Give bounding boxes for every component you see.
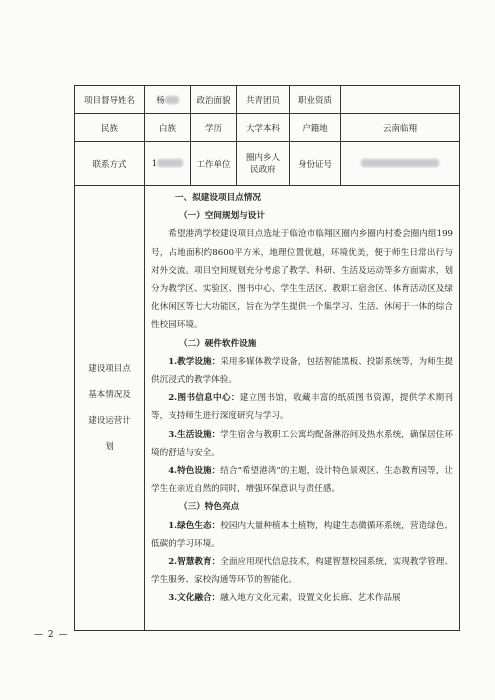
list-item: 4.特色设施：结合“希望港湾”的主题，设计特色景观区、生态教育园等，让学生在亲近自然的同时，增强环保意识与责任感。 bbox=[151, 466, 453, 495]
list-item: 1.教学设施：采用多媒体教学设备，包括智能黑板、投影系统等，为师生提供沉浸式的教学体验。 bbox=[151, 356, 453, 386]
contact-value: 1 bbox=[145, 142, 191, 186]
facilities-list bbox=[151, 353, 453, 499]
id-value bbox=[341, 142, 460, 186]
row-project bbox=[75, 186, 460, 631]
hukou-value: 云南临翔 bbox=[341, 114, 460, 142]
redacted-phone bbox=[157, 159, 183, 167]
info-form-table bbox=[74, 85, 460, 631]
row-contact bbox=[75, 142, 460, 186]
redacted-name bbox=[165, 96, 179, 104]
politics-value: 共青团员 bbox=[237, 86, 290, 114]
qualification-label: 职业资质 bbox=[290, 86, 341, 114]
education-value: 大学本科 bbox=[237, 114, 290, 142]
id-label: 身份证号 bbox=[290, 142, 341, 186]
paragraph-space: 希望港湾学校建设项目点选址于临沧市临翔区圈内乡圈内村委会圈内组199号，占地面积约8600平方米，地理位置优越，环境优美，便于师生日常出行与对外交流。项目空间规划充分考虑了教学、科研、生活及运动等多方面需求，划分为教学区、实验区、图书中心、学生生活区、教职工宿舍区、体育活动区及绿化休闲区等七大功能区，旨在为学生提供一个集学习、生活、休闲于一体的综合性校园环境。 bbox=[151, 229, 453, 331]
hukou-label: 户籍地 bbox=[290, 114, 341, 142]
subheading-highlights: （三）特色亮点 bbox=[179, 502, 240, 513]
list-item: 2.图书信息中心：建立图书馆，收藏丰富的纸质图书资源，提供学术期刊等，支持师生进行深度研究与学习。 bbox=[151, 393, 453, 422]
list-item: 2.智慧教育：全面应用现代信息技术，构建智慧校园系统，实现教学管理、学生服务、家校沟通等环节的智能化。 bbox=[151, 557, 453, 586]
qualification-value bbox=[341, 86, 460, 114]
row-supervisor bbox=[75, 86, 460, 114]
section-content bbox=[145, 186, 460, 631]
workplace-value: 圈内乡人 民政府 bbox=[237, 142, 290, 186]
row-ethnicity bbox=[75, 114, 460, 142]
redacted-id bbox=[361, 159, 439, 167]
ethnicity-value: 白族 bbox=[145, 114, 191, 142]
list-item: 1.绿色生态：校园内大量种植本土植物，构建生态微循环系统，营造绿色、低碳的学习环境。 bbox=[151, 520, 453, 549]
highlights-list bbox=[151, 517, 453, 608]
supervisor-label: 项目督导姓名 bbox=[75, 86, 145, 114]
ethnicity-label: 民族 bbox=[75, 114, 145, 142]
education-label: 学历 bbox=[191, 114, 237, 142]
subheading-facilities: （二）硬件软件设施 bbox=[179, 338, 257, 349]
supervisor-name: 杨 bbox=[145, 86, 191, 114]
subheading-space: （一）空间规划与设计 bbox=[179, 211, 265, 222]
page-number: — 2 — bbox=[34, 630, 69, 640]
contact-label: 联系方式 bbox=[75, 142, 145, 186]
workplace-label: 工作单位 bbox=[191, 142, 237, 186]
section-side-label: 建设项目点基本情况及建设运营计划 bbox=[75, 186, 145, 631]
list-item: 3.文化融合：融入地方文化元素，设置文化长廊、艺术作品展 bbox=[168, 593, 401, 604]
politics-label: 政治面貌 bbox=[191, 86, 237, 114]
list-item: 3.生活设施：学生宿舍与教职工公寓均配备淋浴间及热水系统，确保居住环境的舒适与安全。 bbox=[151, 429, 453, 458]
section-heading: 一、拟建设项目点情况 bbox=[175, 193, 261, 203]
